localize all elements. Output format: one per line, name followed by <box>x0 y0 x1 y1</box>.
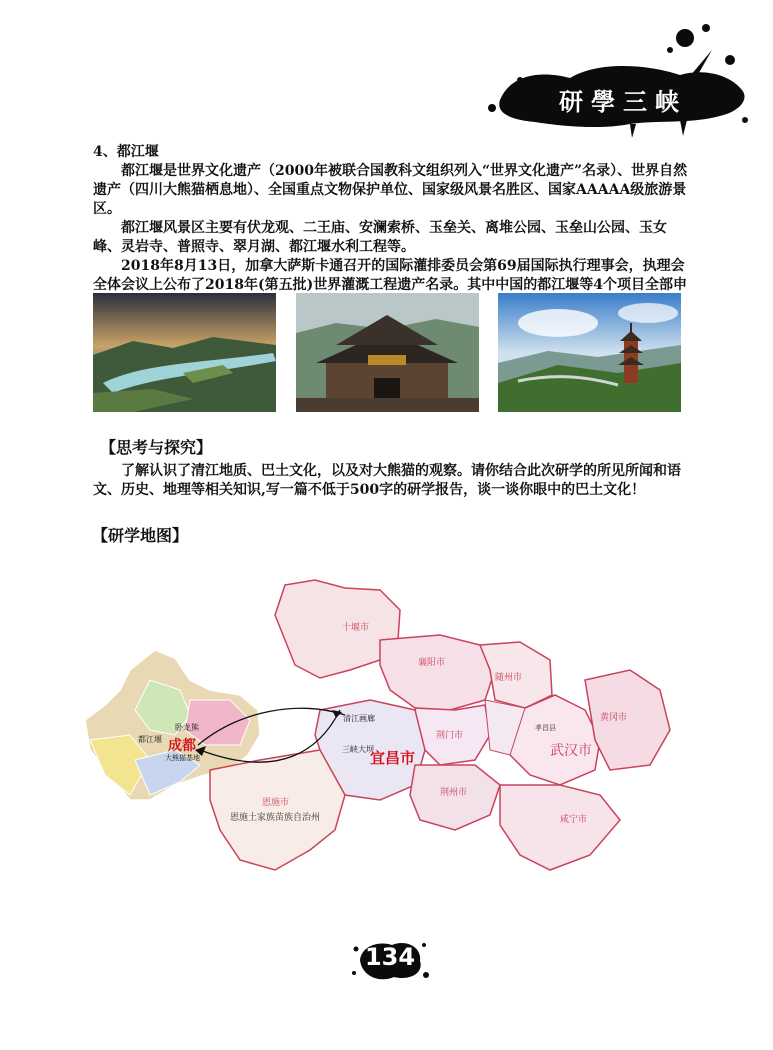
paragraph: 都江堰风景区主要有伏龙观、二王庙、安澜索桥、玉垒关、离堆公园、玉垒山公园、玉女峰、灵岩寺、普照寺、翠月湖、都江堰水利工程等。 <box>93 220 667 255</box>
label-enshi: 恩施市 <box>262 798 290 808</box>
label-suizhou: 随州市 <box>495 673 523 683</box>
region-xianning <box>500 785 620 870</box>
label-wolong: 卧龙熊 <box>175 723 199 732</box>
label-qingjiang: 清江画廊 <box>343 714 375 723</box>
ink-splash-header <box>480 20 760 140</box>
label-huanggang: 黄冈市 <box>600 713 628 723</box>
think-text: 了解认识了清江地质、巴土文化，以及对大熊猫的观察。请你结合此次研学的所见所闻和语文、历史、地理等相关知识,写一篇不低于500字的研学报告，谈一谈你眼中的巴土文化！ <box>93 463 681 498</box>
paragraph: 都江堰是世界文化遗产（2000年被联合国教科文组织列入“世界文化遗产”名录）、世界自然遗产（四川大熊猫栖息地）、全国重点文物保护单位、国家级风景名胜区、国家AAAAA级旅游景区。 <box>93 163 688 217</box>
map-heading: 【研学地图】 <box>92 526 189 545</box>
page-number: 134 <box>364 943 416 971</box>
label-sanxia: 三峡大坝 <box>342 745 374 754</box>
label-shiyan: 十堰市 <box>342 623 370 633</box>
study-route-map <box>80 570 700 890</box>
label-chengdu: 成都 <box>168 738 196 754</box>
label-xiaogan: 孝昌县 <box>535 724 556 732</box>
label-wuhan: 武汉市 <box>550 743 592 759</box>
label-jingmen: 荆门市 <box>436 731 464 741</box>
label-xiangyang: 襄阳市 <box>418 658 446 668</box>
region-enshi <box>210 750 345 870</box>
paragraph: 2018年8月13日，加拿大萨斯卡通召开的国际灌排委员会第69届国际执行理事会，执理会全体会议上公布了2018年(第五批)世界灌溉工程遗产名录。其中中国的都江堰等4个项目全部申 <box>93 258 687 293</box>
photo-temple-gate <box>296 293 479 412</box>
section-heading: 4、都江堰 <box>93 144 159 160</box>
label-dujiangyan: 都江堰 <box>138 735 162 744</box>
label-xianning: 咸宁市 <box>560 815 588 825</box>
photo-pagoda-hill <box>498 293 681 412</box>
section-dujiangyan <box>93 143 693 314</box>
label-enshi-zhou: 恩施土家族苗族自治州 <box>230 813 321 823</box>
label-yichang: 宜昌市 <box>370 749 416 767</box>
region-xiangyang <box>380 635 495 710</box>
photo-dujiangyan-aerial <box>93 293 276 412</box>
page-number-badge <box>350 935 430 985</box>
label-panda-base: 大熊猫基地 <box>165 754 200 762</box>
think-heading: 【思考与探究】 <box>100 438 213 457</box>
header-title: 研學三峡 <box>559 87 687 116</box>
label-jingzhou: 荆州市 <box>440 788 468 798</box>
